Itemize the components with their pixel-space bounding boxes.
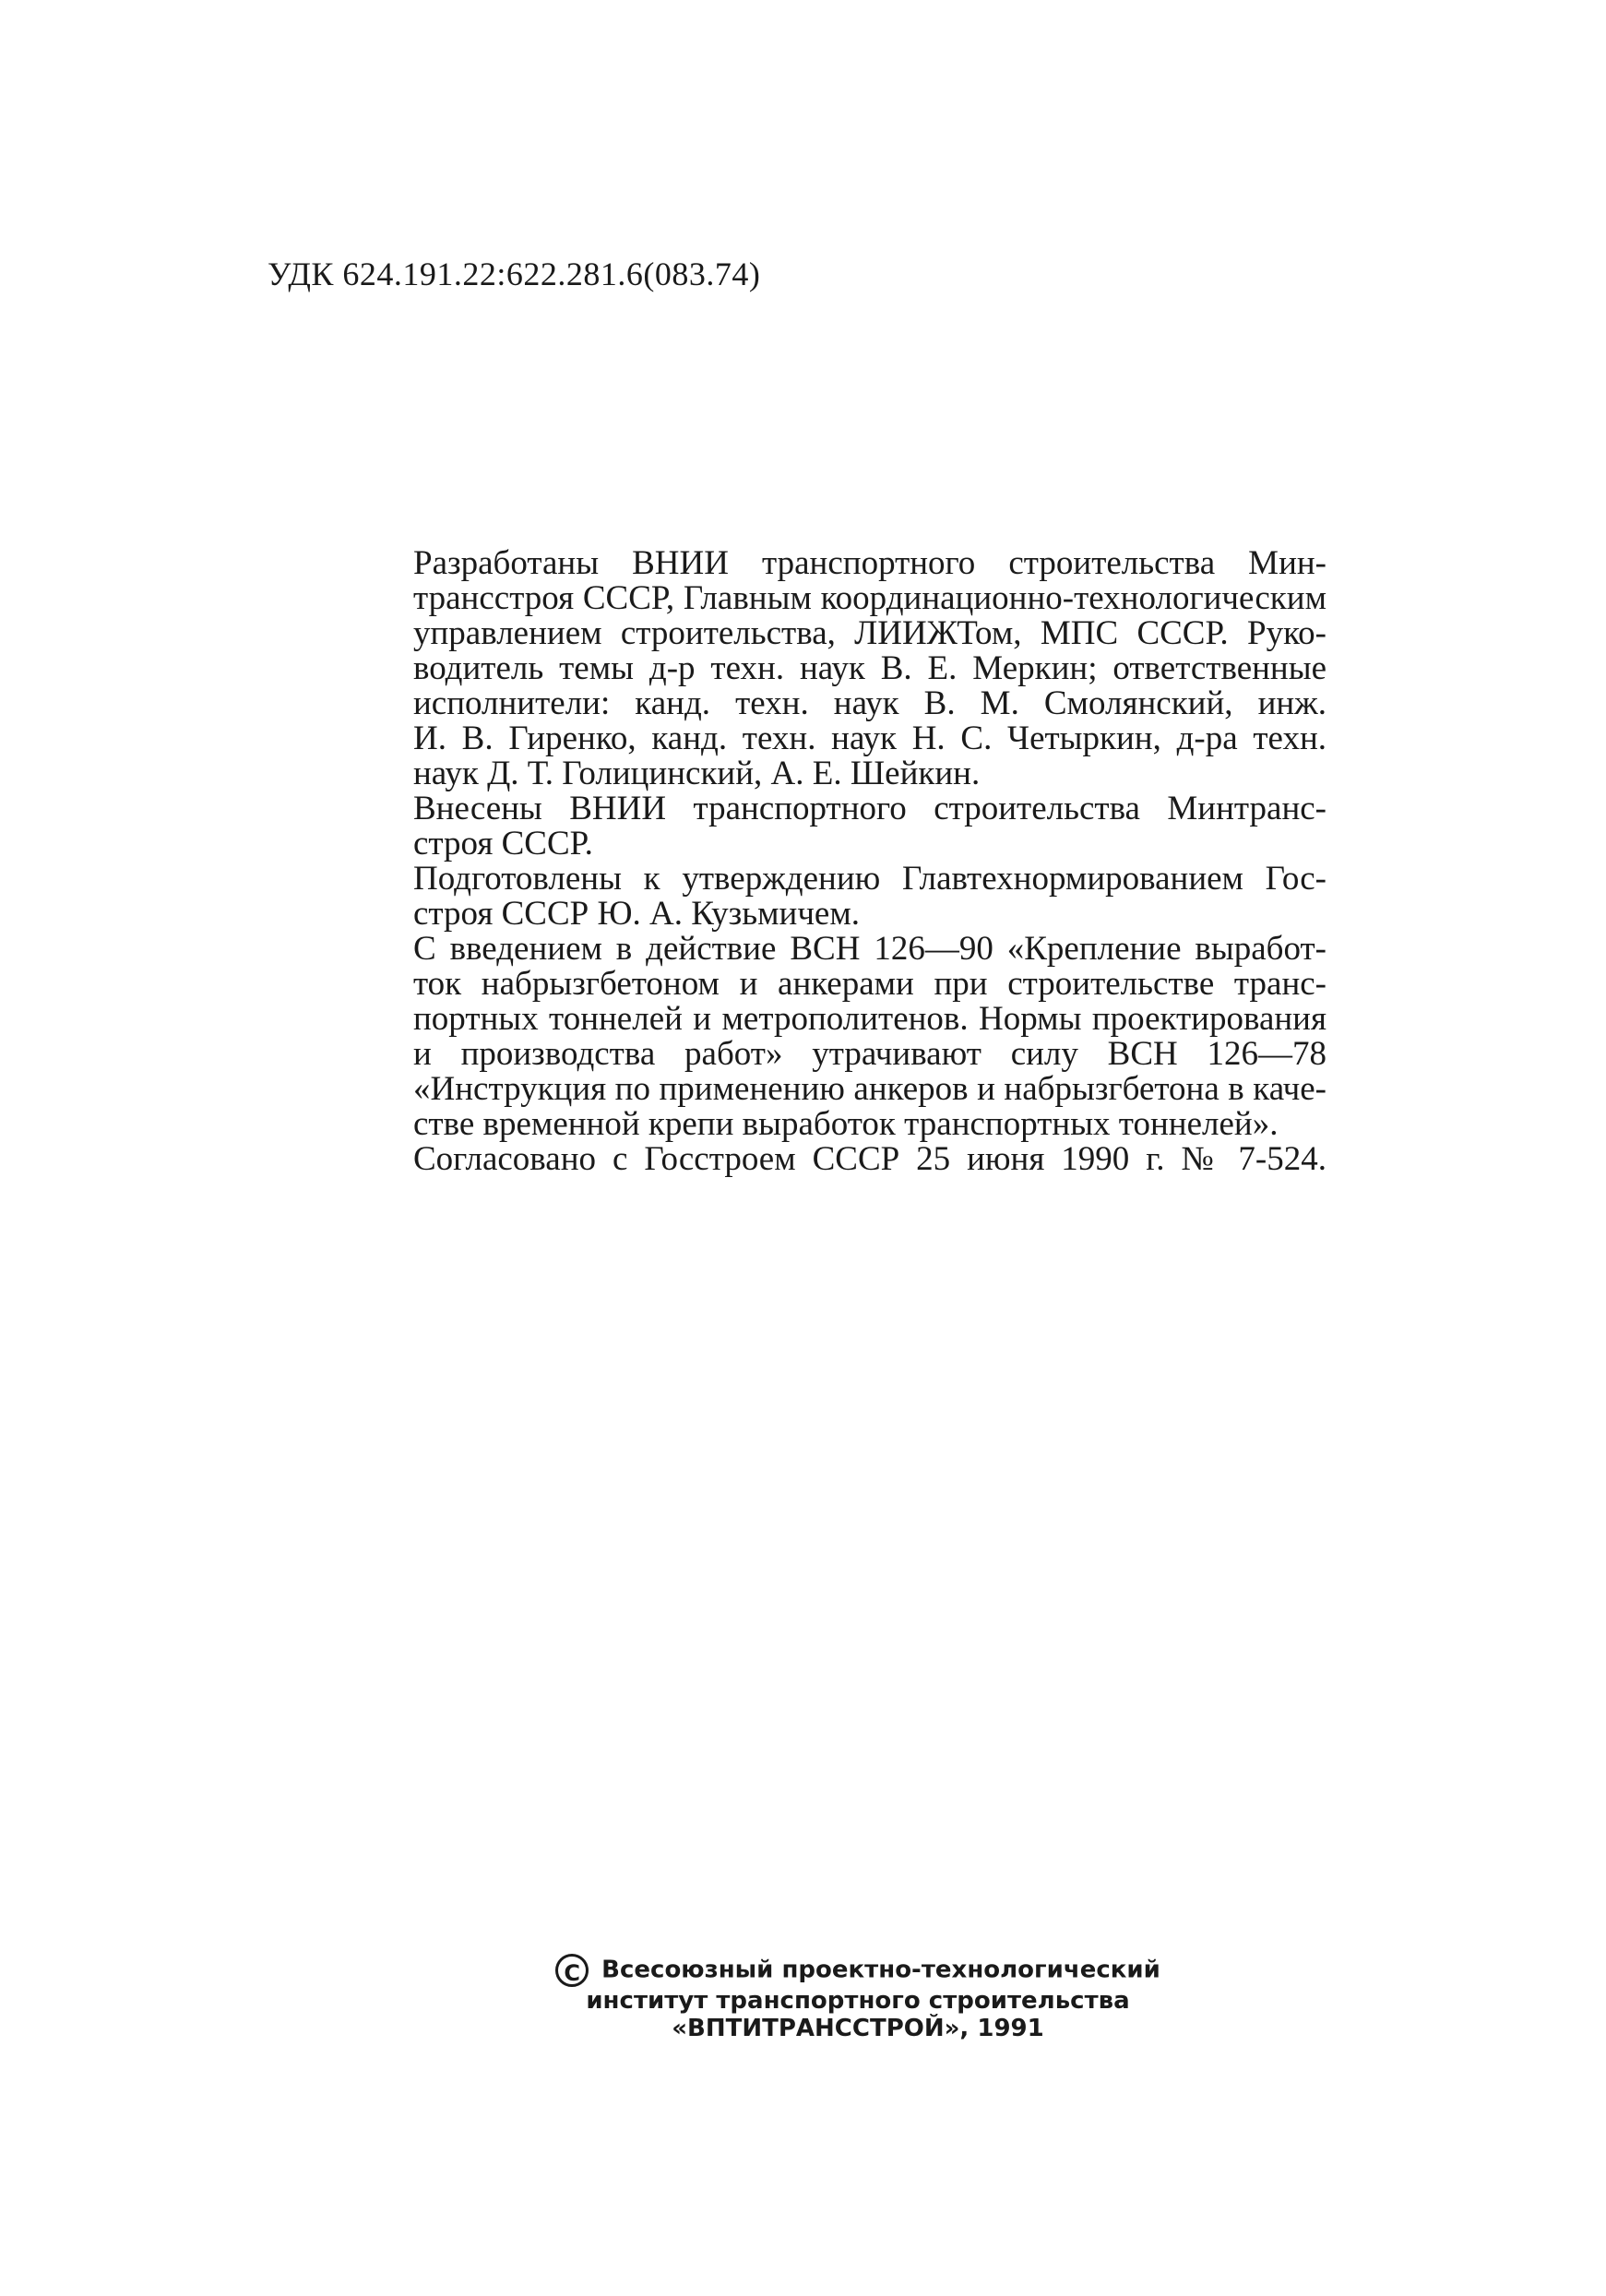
udk-code: УДК 624.191.22:622.281.6(083.74) [268, 256, 761, 292]
paragraph-supersedes [413, 932, 1326, 1142]
paragraph-developed-by [413, 546, 1326, 791]
text-line: строя СССР Ю. А. Кузьмичем. [413, 895, 861, 933]
text-line: управлением строительства, ЛИИЖТом, МПС СССР. Руко- [413, 614, 1326, 652]
paragraph-submitted-by [413, 791, 1326, 862]
text-line: наук Д. Т. Голицинский, А. Е. Шейкин. [413, 755, 981, 792]
copyright-org-line-1: Всесоюзный проектно-технологический [601, 1956, 1160, 1984]
text-line: Внесены ВНИИ транспортного строительства Минтранс- [413, 790, 1326, 827]
copyright-icon [555, 1954, 589, 1987]
copyright-org-line-3: «ВПТИТРАНССТРОЙ», 1991 [672, 2015, 1044, 2042]
text-line: И. В. Гиренко, канд. техн. наук Н. С. Четыркин, д-ра техн. [413, 720, 1326, 757]
copyright-block [553, 1954, 1162, 2042]
text-line: Согласовано с Госстроем СССР 25 июня 1990 г. № 7-524. [413, 1140, 1326, 1178]
text-line: Разработаны ВНИИ транспортного строительства Мин- [413, 544, 1326, 582]
copyright-org-line-2: институт транспортного строительства [586, 1987, 1130, 2015]
text-line: ток набрызгбетоном и анкерами при строительстве транс- [413, 965, 1326, 1003]
paragraph-prepared-by [413, 862, 1326, 932]
text-line: «Инструкция по применению анкеров и набрызгбетона в каче- [413, 1070, 1326, 1108]
text-line: строя СССР. [413, 825, 593, 862]
text-line: Подготовлены к утверждению Главтехнормированием Гос- [413, 860, 1326, 898]
text-line: водитель темы д-р техн. наук В. Е. Меркин; ответственные [413, 649, 1326, 687]
paragraph-agreed [413, 1142, 1326, 1177]
text-line: трансстроя СССР, Главным координационно-технологическим [413, 579, 1326, 617]
text-line: стве временной крепи выработок транспортных тоннелей». [413, 1105, 1279, 1143]
main-text [413, 546, 1326, 1177]
text-line: портных тоннелей и метрополитенов. Нормы проектирования [413, 1000, 1326, 1038]
copyright-line-1 [553, 1954, 1162, 1987]
text-line: исполнители: канд. техн. наук В. М. Смолянский, инж. [413, 684, 1326, 722]
text-line: С введением в действие ВСН 126—90 «Крепление выработ- [413, 930, 1326, 968]
text-line: и производства работ» утрачивают силу ВСН 126—78 [413, 1035, 1326, 1073]
